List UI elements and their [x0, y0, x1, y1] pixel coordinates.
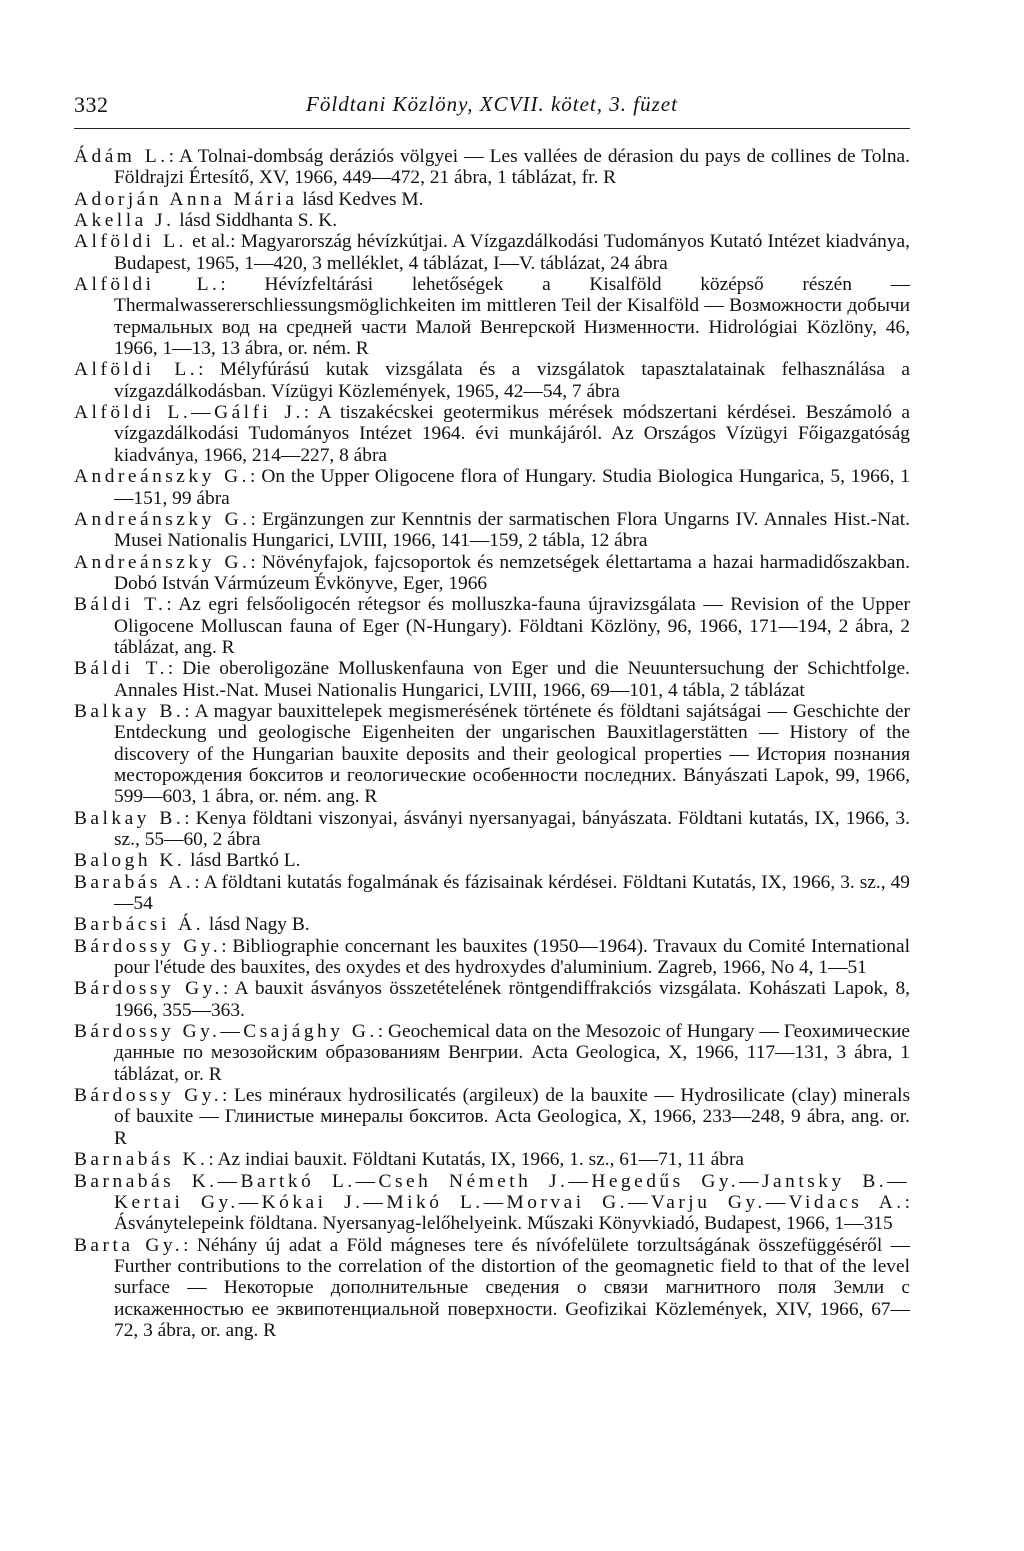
entry-author: Alföldi L.: [74, 359, 199, 381]
bibliography-entry: [74, 978, 910, 1021]
entry-text: lásd Kedves M.: [297, 188, 424, 210]
entry-text: : A Tolnai-dombság deráziós völgyei — Les vallées de dérasion du pays de collines de Tolna. Földrajzi Értesítő, XV, 1966, 449—472, 21 ábra, 1 táblázat, fr. R: [114, 146, 910, 189]
page-header: [74, 92, 910, 129]
entry-author: Balogh K.: [74, 850, 186, 872]
entry-author: Alföldi L.: [74, 274, 221, 296]
entry-author: Ádám L.: [74, 146, 169, 167]
entry-author: Akella J.: [74, 210, 175, 232]
entry-text: : Die oberoligozäne Molluskenfauna von Eger und die Neuuntersuchung der Schichtfolge. Annales Hist.-Nat. Musei Nationalis Hungarici, LVIII, 1966, 69—101, 4 tábla, 2 táblázat: [114, 658, 910, 701]
entry-author: Barnabás K.—Bartkó L.—Cseh Németh J.—Hegedűs Gy.—Jantsky B.—Kertai Gy.—Kókai J.—Mikó L.—Morvai G.—Varju Gy.—Vidacs A.: [74, 1170, 910, 1213]
entry-text: lásd Siddhanta S. K.: [174, 210, 338, 232]
entry-text: et al.: Magyarország hévízkútjai. A Vízgazdálkodási Tudományos Kutató Intézet kiadványa, Budapest, 1965, 1—420, 3 melléklet, 4 táblázat, I—V. táblázat, 24 ábra: [114, 231, 910, 274]
entry-author: Andreánszky G.: [74, 466, 251, 488]
entry-text: : A tiszakécskei geotermikus mérések módszertani kérdései. Beszámoló a vízgazdálkodási Tudományos Intézet 1964. évi munkájáról. Az Országos Vízügyi Főigazgatóság kiadványa, 1966, 214—227, 8 ábra: [114, 402, 910, 466]
bibliography-entry: [74, 359, 910, 402]
bibliography-entry: [74, 552, 910, 595]
bibliography-entry: [74, 658, 910, 701]
entry-text: : Hévízfeltárási lehetőségek a Kisalföld középső részén — Thermalwassererschliessungsmöglichkeiten im mittleren Teil der Kisalföld — Возможности добычи термальных вод на средней части Малой Венгерской Низменности. Hidrológiai Közlöny, 46, 1966, 1—13, 13 ábra, or. ném. R: [114, 274, 910, 360]
bibliography-entry: [74, 1085, 910, 1149]
bibliography-entry: [74, 701, 910, 808]
entry-author: Bárdossy Gy.: [74, 1085, 223, 1107]
bibliography-entry: [74, 936, 910, 979]
entry-text: : Les minéraux hydrosilicatés (argileux) de la bauxite — Hydrosilicate (clay) minerals of bauxite — Глинистые минералы бокситов. Acta Geologica, X, 1966, 233—248, 9 ábra, ang. or. R: [114, 1085, 910, 1149]
entry-text: lásd Bartkó L.: [185, 850, 301, 872]
entry-text: : A bauxit ásványos összetételének röntgendiffrakciós vizsgálata. Kohászati Lapok, 8, 1966, 355—363.: [114, 978, 910, 1021]
bibliography-entry: [74, 914, 910, 935]
bibliography-entry: [74, 1171, 910, 1235]
entry-author: Alföldi L.: [74, 231, 187, 253]
entry-author: Andreánszky G.: [74, 508, 251, 530]
bibliography-entry: [74, 872, 910, 915]
page-number: 332: [74, 92, 109, 117]
entry-author: Báldi T.: [74, 658, 168, 680]
bibliography-entry: [74, 1235, 910, 1342]
entry-author: Alföldi L.—Gálfi J.: [74, 402, 304, 424]
running-head: Földtani Közlöny, XCVII. kötet, 3. füzet: [306, 92, 678, 116]
entry-author: Barnabás K.: [74, 1149, 209, 1171]
bibliography-entry: [74, 146, 910, 189]
bibliography-entry: [74, 808, 910, 851]
entry-author: Bárdossy Gy.: [74, 978, 223, 1000]
bibliography-list: [74, 146, 910, 1341]
entry-text: : Az egri felsőoligocén rétegsor és molluszka-fauna újravizsgálata — Revision of the Upper Oligocene Molluscan fauna of Eger (N-Hungary). Földtani Közlöny, 96, 1966, 171—194, 2 ábra, 2 táblázat, ang. R: [114, 594, 910, 658]
bibliography-entry: [74, 509, 910, 552]
entry-text: : Ásványtelepeink földtana. Nyersanyag-lelőhelyeink. Műszaki Könyvkiadó, Budapest, 1966, 1—315: [114, 1191, 910, 1235]
entry-text: : Az indiai bauxit. Földtani Kutatás, IX, 1966, 1. sz., 61—71, 11 ábra: [208, 1149, 745, 1171]
entry-text: : A magyar bauxittelepek megismerésének története és földtani sajátságai — Geschichte der Entdeckung und geologische Eigenheiten der ungarischen Bauxitlagerstätten — History of the discovery of the Hungarian bauxite deposits and their geological properties — История познания месторождения бокситов и геологические особенности последних. Bányászati Lapok, 99, 1966, 599—603, 1 ábra, or. ném. ang. R: [114, 700, 910, 808]
entry-author: Bárdossy Gy.—Csajághy G.: [74, 1021, 378, 1043]
bibliography-entry: [74, 210, 910, 231]
entry-text: : Ergänzungen zur Kenntnis der sarmatischen Flora Ungarns IV. Annales Hist.-Nat. Musei Nationalis Hungarici, LVIII, 1966, 141—159, 2 tábla, 12 ábra: [114, 508, 910, 552]
entry-text: : A földtani kutatás fogalmának és fázisainak kérdései. Földtani Kutatás, IX, 1966, 3. sz., 49—54: [114, 871, 910, 915]
entry-text: : On the Upper Oligocene flora of Hungary. Studia Biologica Hungarica, 5, 1966, 1—151, 99 ábra: [114, 466, 910, 509]
entry-text: : Növényfajok, fajcsoportok és nemzetségek élettartama a hazai harmadidőszakban. Dobó István Vármúzeum Évkönyve, Eger, 1966: [114, 551, 910, 594]
entry-text: : Bibliographie concernant les bauxites (1950—1964). Travaux du Comité International pour l'étude des bauxites, des oxydes et des hydroxydes d'aluminium. Zagreb, 1966, No 4, 1—51: [114, 935, 910, 979]
entry-author: Barta Gy.: [74, 1234, 184, 1256]
entry-text: : Mélyfúrású kutak vizsgálata és a vizsgálatok tapasztalatainak felhasználása a vízgazdálkodásban. Vízügyi Közlemények, 1965, 42—54, 7 ábra: [114, 359, 910, 402]
entry-author: Barbácsi Á.: [74, 914, 205, 936]
bibliography-entry: [74, 1149, 910, 1170]
bibliography-entry: [74, 231, 910, 274]
entry-author: Adorján Anna Mária: [74, 188, 298, 210]
entry-author: Andreánszky G.: [74, 551, 251, 573]
entry-text: : Geochemical data on the Mesozoic of Hungary — Геохимические данные по мезозойским образованиям Венгрии. Acta Geologica, X, 1966, 117—131, 3 ábra, 1 táblázat, or. R: [114, 1021, 910, 1085]
entry-text: : Néhány új adat a Föld mágneses tere és nívófelülete torzultságának összefüggéséről — Further contributions to the correlation of the distortion of the geomagnetic field to that of the level surface — Некоторые дополнительные сведения о связи магнитного поля Земли с искаженностью ее эквипотенциальной поверхности. Geofizikai Közlemények, XIV, 1966, 67—72, 3 ábra, or. ang. R: [114, 1234, 910, 1341]
bibliography-entry: [74, 274, 910, 359]
bibliography-entry: [74, 189, 910, 210]
bibliography-entry: [74, 850, 910, 871]
entry-text: : Kenya földtani viszonyai, ásványi nyersanyagai, bányászata. Földtani kutatás, IX, 1966, 3. sz., 55—60, 2 ábra: [114, 807, 910, 850]
entry-author: Balkay B.: [74, 700, 185, 722]
bibliography-entry: [74, 594, 910, 658]
entry-author: Balkay B.: [74, 807, 185, 829]
bibliography-entry: [74, 1021, 910, 1085]
entry-text: lásd Nagy B.: [204, 914, 310, 936]
entry-author: Bárdossy Gy.: [74, 935, 222, 957]
entry-author: Barabás A.: [74, 871, 195, 893]
entry-author: Báldi T.: [74, 594, 167, 616]
bibliography-entry: [74, 466, 910, 509]
bibliography-entry: [74, 402, 910, 466]
